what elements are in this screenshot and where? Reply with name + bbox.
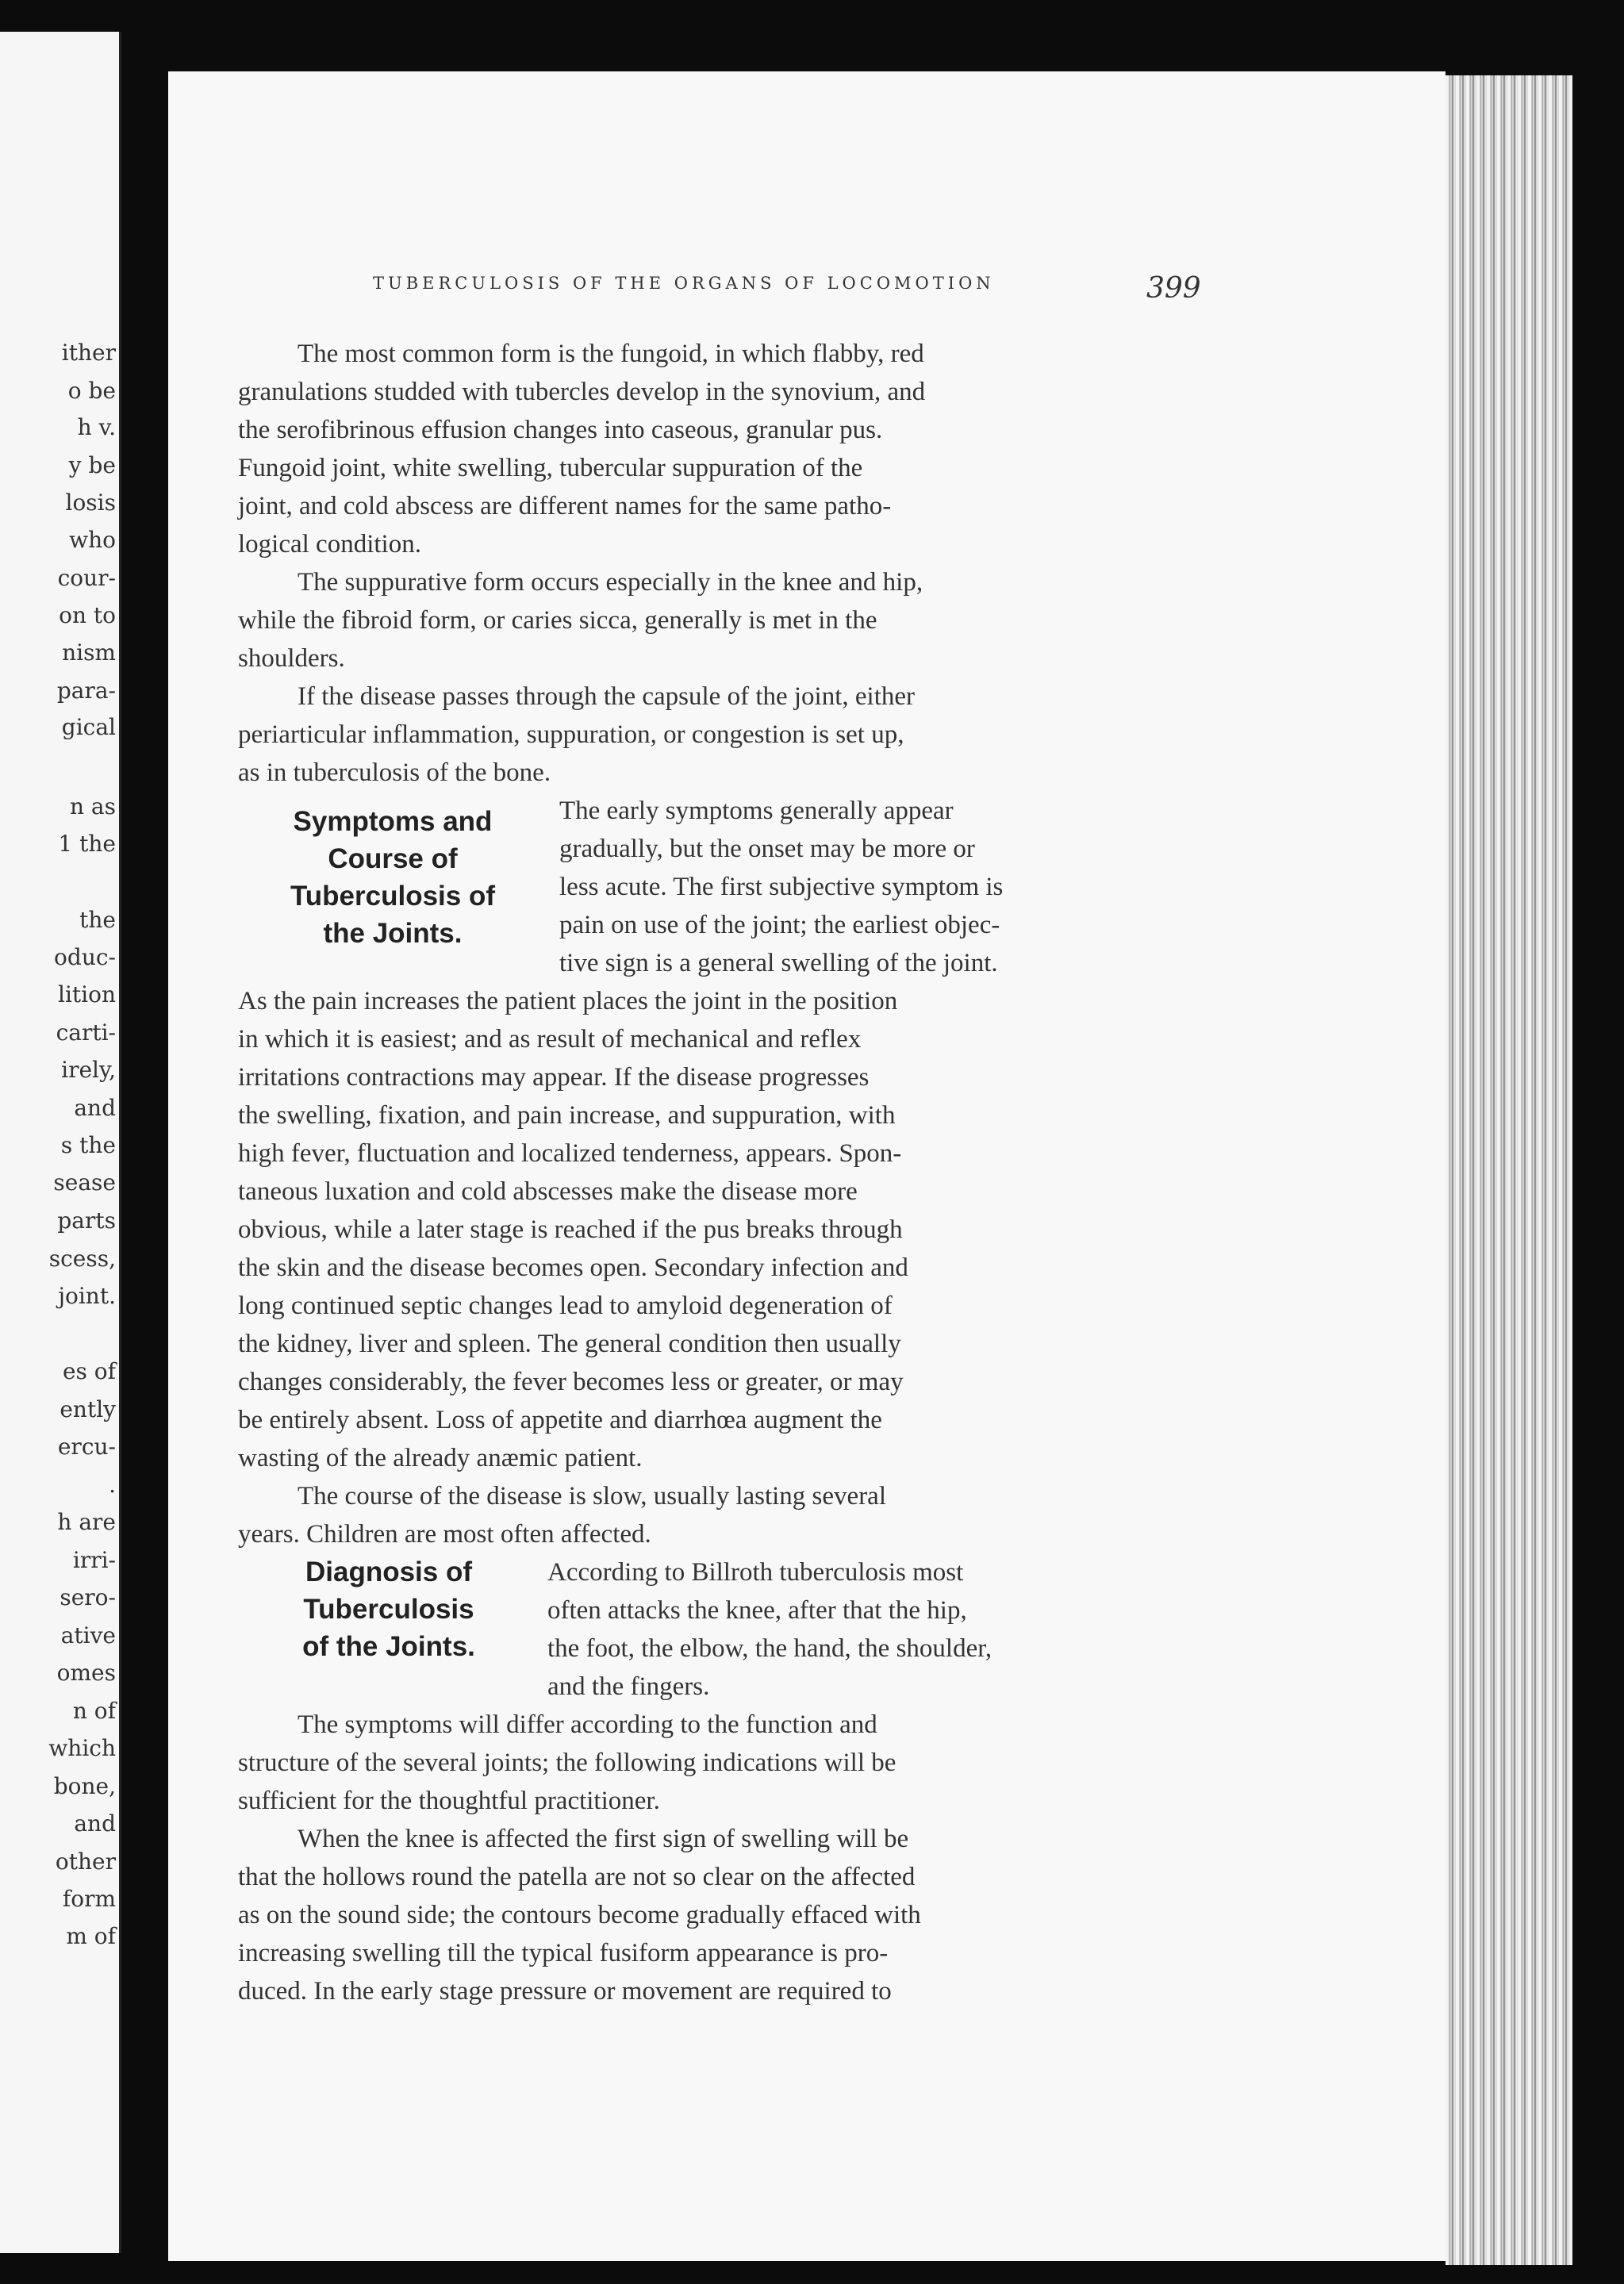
body-text-line: that the hollows round the patella are not so clear on the affected: [238, 1863, 916, 1891]
page-number: 399: [1146, 272, 1201, 305]
left-page-fragment: sero-: [60, 1584, 116, 1610]
left-page-fragment: form: [62, 1886, 116, 1912]
body-text-line: granulations studded with tubercles develop in the synovium, and: [238, 378, 926, 406]
body-text-line: The symptoms will differ according to the function and: [298, 1710, 877, 1739]
left-page-fragment: para-: [56, 678, 116, 704]
body-text-line: periarticular inflammation, suppuration, or congestion is set up,: [238, 720, 904, 749]
sidehead-line: the Joints.: [323, 918, 463, 949]
left-page-fragment: who: [69, 527, 116, 553]
body-text-line: the serofibrinous effusion changes into caseous, granular pus.: [238, 416, 883, 444]
left-page-fragment: which: [48, 1735, 116, 1761]
body-text-line: taneous luxation and cold abscesses make the disease more: [238, 1177, 858, 1206]
body-text-line: The most common form is the fungoid, in which flabby, red: [298, 340, 924, 368]
body-text-line: The course of the disease is slow, usually lasting several: [298, 1482, 887, 1511]
body-text-line: be entirely absent. Loss of appetite and diarrhœa augment the: [238, 1406, 882, 1434]
sidehead-line: Diagnosis of: [305, 1557, 473, 1587]
sidehead-line: Tuberculosis of: [290, 881, 495, 912]
left-page-fragment: ither: [61, 340, 116, 366]
left-page-fragment: omes: [56, 1660, 116, 1686]
left-page-fragment: irely,: [61, 1057, 116, 1083]
body-text-line: tive sign is a general swelling of the joint.: [559, 949, 998, 977]
body-text-line: logical condition.: [238, 530, 421, 559]
left-page-fragment: losis: [65, 489, 116, 516]
body-text-line: According to Billroth tuberculosis most: [547, 1558, 964, 1587]
left-page-fragment: bone,: [53, 1773, 116, 1799]
body-text-line: as on the sound side; the contours become gradually effaced with: [238, 1901, 921, 1929]
body-text-line: Fungoid joint, white swelling, tubercular suppuration of the: [238, 454, 863, 482]
body-text-line: the skin and the disease becomes open. Secondary infection and: [238, 1253, 908, 1282]
body-text-line: The early symptoms generally appear: [559, 797, 954, 825]
body-text-line: pain on use of the joint; the earliest objec-: [559, 911, 1000, 939]
left-page-fragment: h are: [57, 1509, 116, 1535]
left-page-fragment: ative: [60, 1622, 116, 1649]
left-page-fragment: y be: [68, 452, 116, 478]
body-text-line: As the pain increases the patient places the joint in the position: [238, 987, 898, 1015]
body-text-line: as in tuberculosis of the bone.: [238, 758, 551, 787]
left-page-fragment: nism: [62, 639, 116, 666]
facing-page-edge: [0, 32, 121, 2253]
left-page-fragment: m of: [66, 1923, 116, 1949]
left-page-fragment: n as: [70, 793, 116, 820]
body-text-line: sufficient for the thoughtful practitioner.: [238, 1787, 660, 1815]
body-text-line: wasting of the already anæmic patient.: [238, 1444, 643, 1472]
sidehead-line: Symptoms and: [293, 806, 493, 837]
body-text-line: and the fingers.: [547, 1672, 710, 1701]
body-text-line: years. Children are most often affected.: [238, 1520, 651, 1549]
running-head: TUBERCULOSIS OF THE ORGANS OF LOCOMOTION: [373, 274, 995, 293]
left-page-fragment: and: [74, 1095, 116, 1121]
body-text-line: the swelling, fixation, and pain increase, and suppuration, with: [238, 1101, 896, 1130]
left-page-fragment: ently: [60, 1396, 116, 1422]
body-text-line: If the disease passes through the capsule of the joint, either: [298, 682, 916, 711]
body-text-line: joint, and cold abscess are different names for the same patho-: [238, 492, 892, 520]
left-page-fragment: and: [74, 1810, 116, 1837]
left-page-fragment: ercu-: [57, 1434, 116, 1460]
body-text-line: obvious, while a later stage is reached if the pus breaks through: [238, 1215, 903, 1244]
body-text-line: less acute. The first subjective symptom is: [559, 873, 1004, 901]
left-page-fragment: lition: [57, 981, 116, 1008]
left-page-fragment: other: [55, 1848, 116, 1875]
body-text-line: When the knee is affected the first sign of swelling will be: [298, 1825, 909, 1853]
left-page-fragment: on to: [59, 602, 116, 628]
body-text-line: high fever, fluctuation and localized tenderness, appears. Spon-: [238, 1139, 902, 1168]
body-text-line: while the fibroid form, or caries sicca, generally is met in the: [238, 606, 877, 635]
left-page-fragment: carti-: [56, 1019, 116, 1046]
body-text-line: long continued septic changes lead to amyloid degeneration of: [238, 1292, 893, 1320]
left-page-fragment: gical: [61, 714, 116, 740]
left-page-fragment: irri-: [72, 1547, 116, 1573]
left-page-fragment: scess,: [48, 1246, 116, 1272]
sidehead-diagnosis: [270, 1553, 508, 1665]
body-text-line: shoulders.: [238, 644, 345, 673]
sidehead-line: of the Joints.: [302, 1631, 475, 1662]
left-page-fragment: s the: [60, 1132, 116, 1158]
body-text-line: structure of the several joints; the following indications will be: [238, 1749, 896, 1777]
sidehead-symptoms: [262, 803, 524, 952]
left-page-fragment: n of: [72, 1698, 116, 1724]
body-text-line: increasing swelling till the typical fusiform appearance is pro-: [238, 1939, 889, 1967]
left-page-fragment: oduc-: [54, 944, 116, 970]
body-text-line: the foot, the elbow, the hand, the shoulder,: [547, 1634, 992, 1663]
left-page-fragment: cour-: [57, 565, 116, 591]
left-page-fragment: h v.: [77, 414, 116, 440]
sidehead-line: Course of: [328, 843, 458, 874]
left-page-fragment: 1 the: [58, 831, 116, 857]
sidehead-line: Tuberculosis: [303, 1594, 474, 1625]
body-text-line: the kidney, liver and spleen. The general condition then usually: [238, 1330, 901, 1358]
body-text-line: irritations contractions may appear. If the disease progresses: [238, 1063, 870, 1092]
body-text-line: The suppurative form occurs especially in the knee and hip,: [298, 568, 923, 597]
left-page-fragment: parts: [57, 1207, 116, 1234]
left-page-fragment: o be: [67, 378, 116, 404]
left-page-fragment: es of: [62, 1358, 116, 1384]
page-stack-edge: [1445, 75, 1572, 2265]
body-text-line: gradually, but the onset may be more or: [559, 835, 975, 863]
body-text-line: duced. In the early stage pressure or movement are required to: [238, 1977, 892, 2006]
body-text-line: often attacks the knee, after that the hip,: [547, 1596, 967, 1625]
left-page-fragment: .: [109, 1472, 116, 1498]
left-page-fragment: sease: [53, 1169, 116, 1196]
body-text-line: changes considerably, the fever becomes less or greater, or may: [238, 1368, 904, 1396]
body-text-line: in which it is easiest; and as result of mechanical and reflex: [238, 1025, 862, 1054]
left-page-fragment: joint.: [58, 1283, 116, 1309]
left-page-fragment: the: [79, 907, 116, 933]
